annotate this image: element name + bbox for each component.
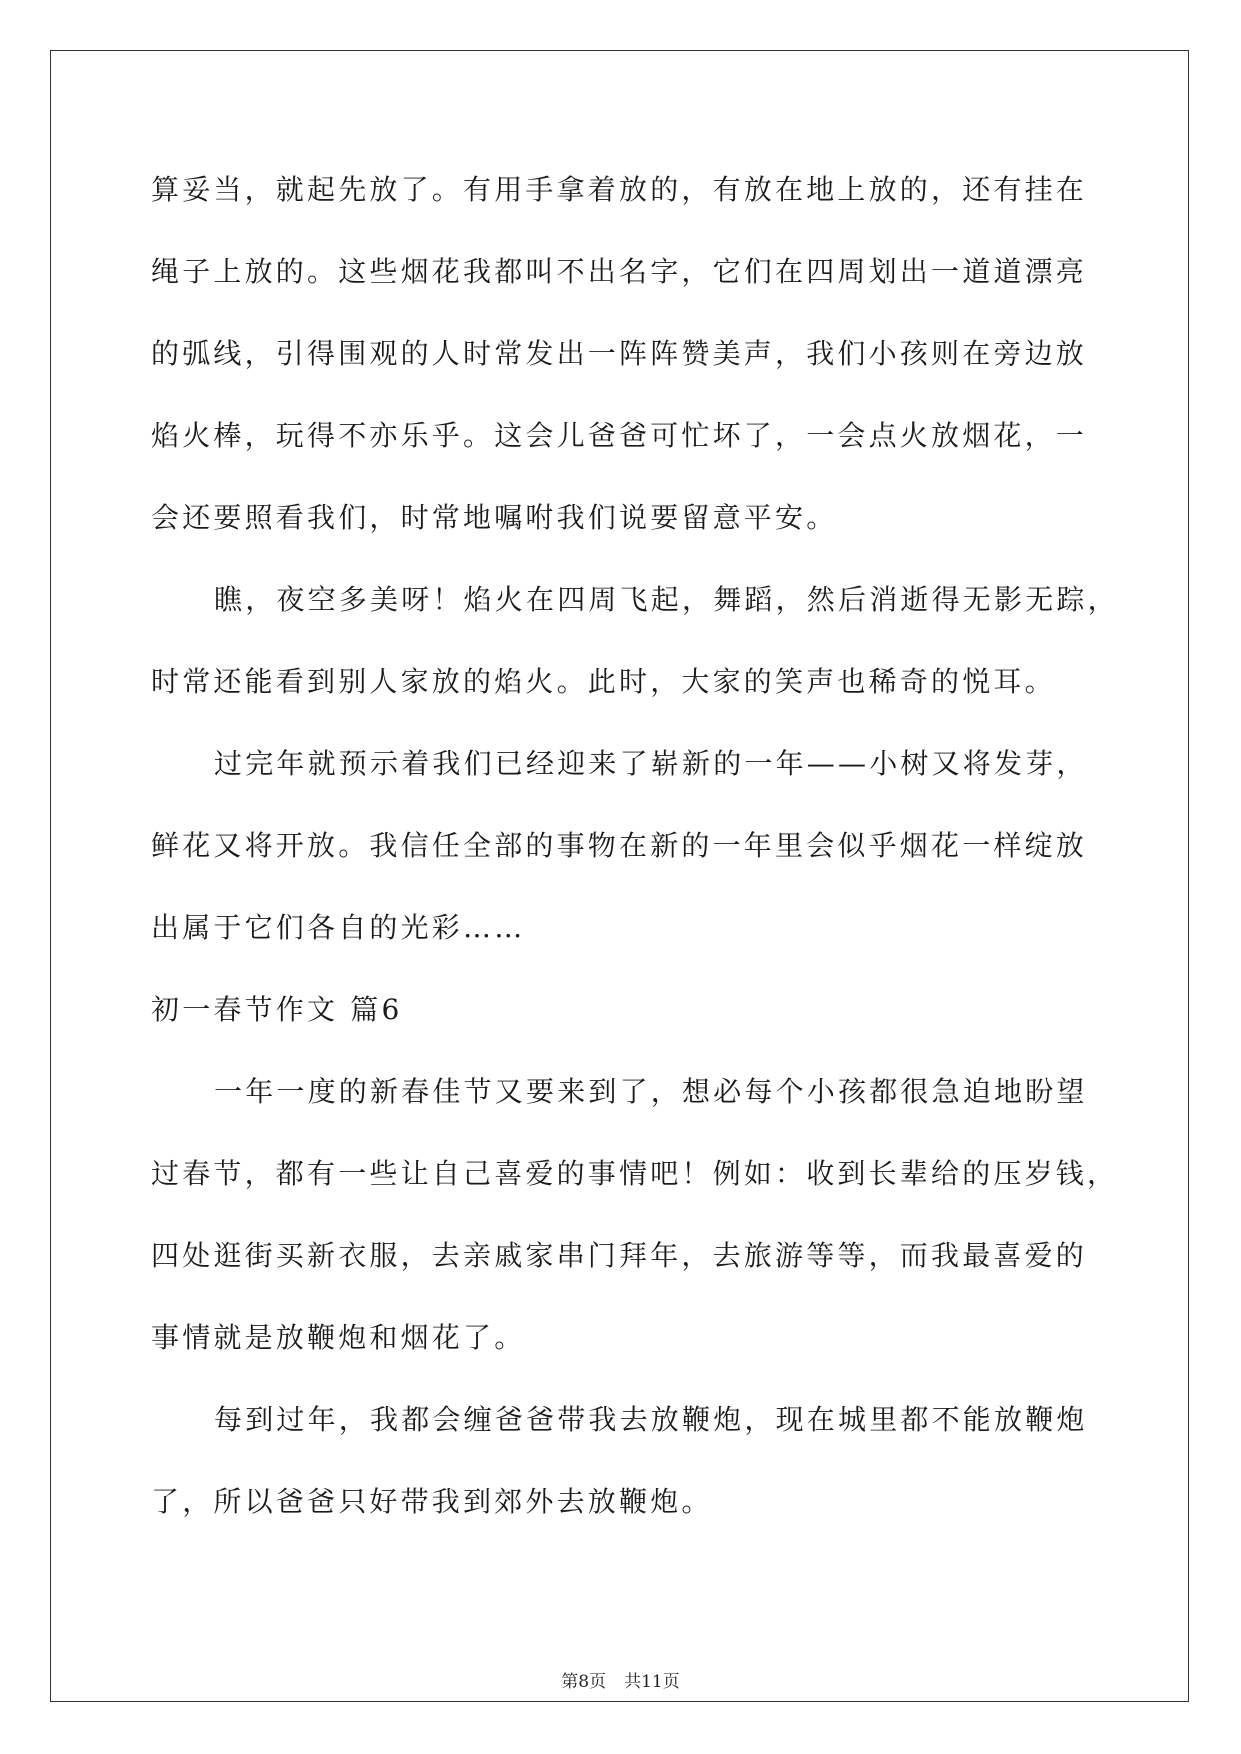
document-body <box>151 162 1119 1556</box>
page-number-total: 共11页 <box>624 1672 680 1692</box>
text-line: 出属于它们各自的光彩…… <box>151 911 526 944</box>
text-line: 会还要照看我们，时常地嘱咐我们说要留意平安。 <box>151 501 838 534</box>
text-line: 算妥当，就起先放了。有用手拿着放的，有放在地上放的，还有挂在 <box>151 173 1088 206</box>
page-number-current: 第8页 <box>561 1672 607 1692</box>
section-heading: 初一春节作文 篇6 <box>151 993 403 1026</box>
text-line: 绳子上放的。这些烟花我都叫不出名字，它们在四周划出一道道漂亮 <box>151 255 1088 288</box>
text-line: 了，所以爸爸只好带我到郊外去放鞭炮。 <box>151 1485 713 1518</box>
paragraph-start-line: 一年一度的新春佳节又要来到了，想必每个小孩都很急迫地盼望 <box>214 1075 1088 1108</box>
paragraph-start-line: 每到过年，我都会缠爸爸带我去放鞭炮，现在城里都不能放鞭炮 <box>214 1403 1088 1436</box>
paragraph-start-line: 瞧，夜空多美呀！焰火在四周飞起，舞蹈，然后消逝得无影无踪， <box>214 583 1119 616</box>
paragraph-start-line: 过完年就预示着我们已经迎来了崭新的一年——小树又将发芽， <box>214 747 1088 780</box>
text-line: 事情就是放鞭炮和烟花了。 <box>151 1321 526 1354</box>
text-line: 四处逛街买新衣服，去亲戚家串门拜年，去旅游等等，而我最喜爱的 <box>151 1239 1088 1272</box>
text-line: 过春节，都有一些让自己喜爱的事情吧！例如：收到长辈给的压岁钱， <box>151 1157 1119 1190</box>
text-line: 时常还能看到别人家放的焰火。此时，大家的笑声也稀奇的悦耳。 <box>151 665 1056 698</box>
page-footer <box>0 1670 1241 1694</box>
text-line: 鲜花又将开放。我信任全部的事物在新的一年里会似乎烟花一样绽放 <box>151 829 1088 862</box>
text-line: 焰火棒，玩得不亦乐乎。这会儿爸爸可忙坏了，一会点火放烟花，一 <box>151 419 1088 452</box>
text-line: 的弧线，引得围观的人时常发出一阵阵赞美声，我们小孩则在旁边放 <box>151 337 1088 370</box>
